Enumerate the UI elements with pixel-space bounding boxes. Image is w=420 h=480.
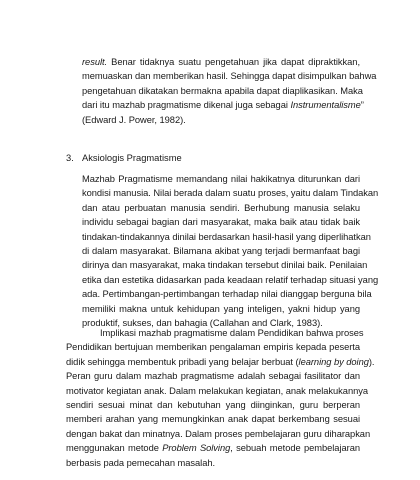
section-title: Aksiologis Pragmatisme <box>82 153 182 163</box>
text-run: individu sebagai bagian dari masyarakat, maka baik atau tidak baik <box>82 217 360 228</box>
text-run: Benar tidaknya suatu pengetahuan jika dapat dipraktikkan, <box>107 57 360 67</box>
text-run: dirinya dan masyarakat, maka tindakan tersebut dinilai baik. Penilaian <box>82 260 368 271</box>
text-run: Pendidikan bertujuan memberikan pengalaman empiris kepada peserta <box>66 342 360 353</box>
text-line <box>66 340 360 354</box>
text-run: Peran guru dalam mazhab pragmatisme adalah sebagai fasilitator dan <box>66 371 360 382</box>
section-number: 3. <box>66 153 74 163</box>
text-line <box>82 244 360 258</box>
text-run: dan atau perbuatan manusia sendiri. Berhubung manusia selaku <box>82 202 360 213</box>
italic-text: learning by doing <box>298 356 369 367</box>
text-line <box>66 384 369 398</box>
italic-text: Problem Solving <box>162 443 231 454</box>
text-run: memiliki makna untuk kehidupan yang inteligen, yakni hidup yang <box>82 303 360 314</box>
text-line <box>66 441 360 455</box>
text-run: kondisi manusia. Nilai berada dalam suatu proses, yaitu dalam Tindakan <box>82 188 379 199</box>
text-run: dari itu mazhab pragmatisme dikenal juga sebagai <box>82 100 291 111</box>
text-run: Mazhab Pragmatisme memandang nilai hakikatnya diturunkan dari <box>82 174 360 184</box>
paragraph-pragmatism-instrumentalism <box>82 55 377 127</box>
text-line <box>66 355 375 369</box>
text-line <box>82 113 360 127</box>
text-line <box>66 326 364 340</box>
text-run: ” <box>360 100 364 111</box>
text-line <box>66 427 371 441</box>
text-line <box>82 98 364 112</box>
text-run: ada. Pertimbangan-pertimbangan terhadap nilai dianggap berguna bila <box>82 289 372 300</box>
text-run: dengan bakat dan minatnya. Dalam proses pembelajaran guru diharapkan <box>66 428 371 439</box>
italic-text: result. <box>82 57 108 67</box>
text-run: motivator kegiatan anak. Dalam melakukan kegiatan, anak melakukannya <box>66 385 369 396</box>
text-run: berbasis pada pemecahan masalah. <box>66 457 216 468</box>
text-run: etika dan estetika didasarkan pada keadaan relatif terhadap situasi yang <box>82 274 379 285</box>
text-run: memuaskan dan memberikan hasil. Sehingga dapat disimpulkan bahwa <box>82 71 377 82</box>
text-line <box>82 186 379 200</box>
text-line <box>82 287 372 301</box>
text-line <box>66 369 360 383</box>
text-run: , sebuah metode pembelajaran <box>230 443 360 454</box>
text-line <box>82 69 377 83</box>
text-line <box>82 172 360 186</box>
text-run: didik sehingga membentuk pribadi yang belajar berbuat ( <box>66 356 299 367</box>
text-run: ). <box>368 356 375 367</box>
paragraph-aksiologis <box>82 172 379 330</box>
text-line <box>66 412 360 426</box>
text-line <box>82 273 379 287</box>
text-line <box>82 258 368 272</box>
text-line <box>82 215 360 229</box>
text-run: sendiri sesuai minat dan kebutuhan yang diinginkan, guru berperan <box>66 400 360 411</box>
text-run: (Edward J. Power, 1982). <box>82 114 186 125</box>
paragraph-implikasi-pendidikan <box>66 326 375 470</box>
italic-text: Instrumentalisme <box>290 100 361 111</box>
text-line <box>82 84 363 98</box>
text-run: di dalam masyarakat. Bilamana akibat yang terjadi bermanfaat bagi <box>82 246 360 257</box>
text-run: produktif, sukses, dan bahagia (Callahan and Clark, 1983). <box>82 318 323 329</box>
text-run: memberi arahan yang memungkinkan anak dapat berkembang sesuai <box>66 414 360 425</box>
text-line <box>82 230 371 244</box>
text-line <box>82 201 360 215</box>
text-run: menggunakan metode <box>66 443 163 454</box>
text-line <box>66 398 360 412</box>
section-heading-aksiologis <box>66 151 182 165</box>
text-run: pengetahuan dikatakan bermakna apabila dapat diaplikasikan. Maka <box>82 85 363 96</box>
text-line <box>82 55 360 69</box>
text-run: tindakan-tindakannya dinilai berdasarkan hasil-hasil yang diperlihatkan <box>82 231 371 242</box>
text-run: Implikasi mazhab pragmatisme dalam Pendidikan bahwa proses <box>100 328 364 338</box>
text-line <box>82 302 360 316</box>
text-line <box>66 456 360 470</box>
